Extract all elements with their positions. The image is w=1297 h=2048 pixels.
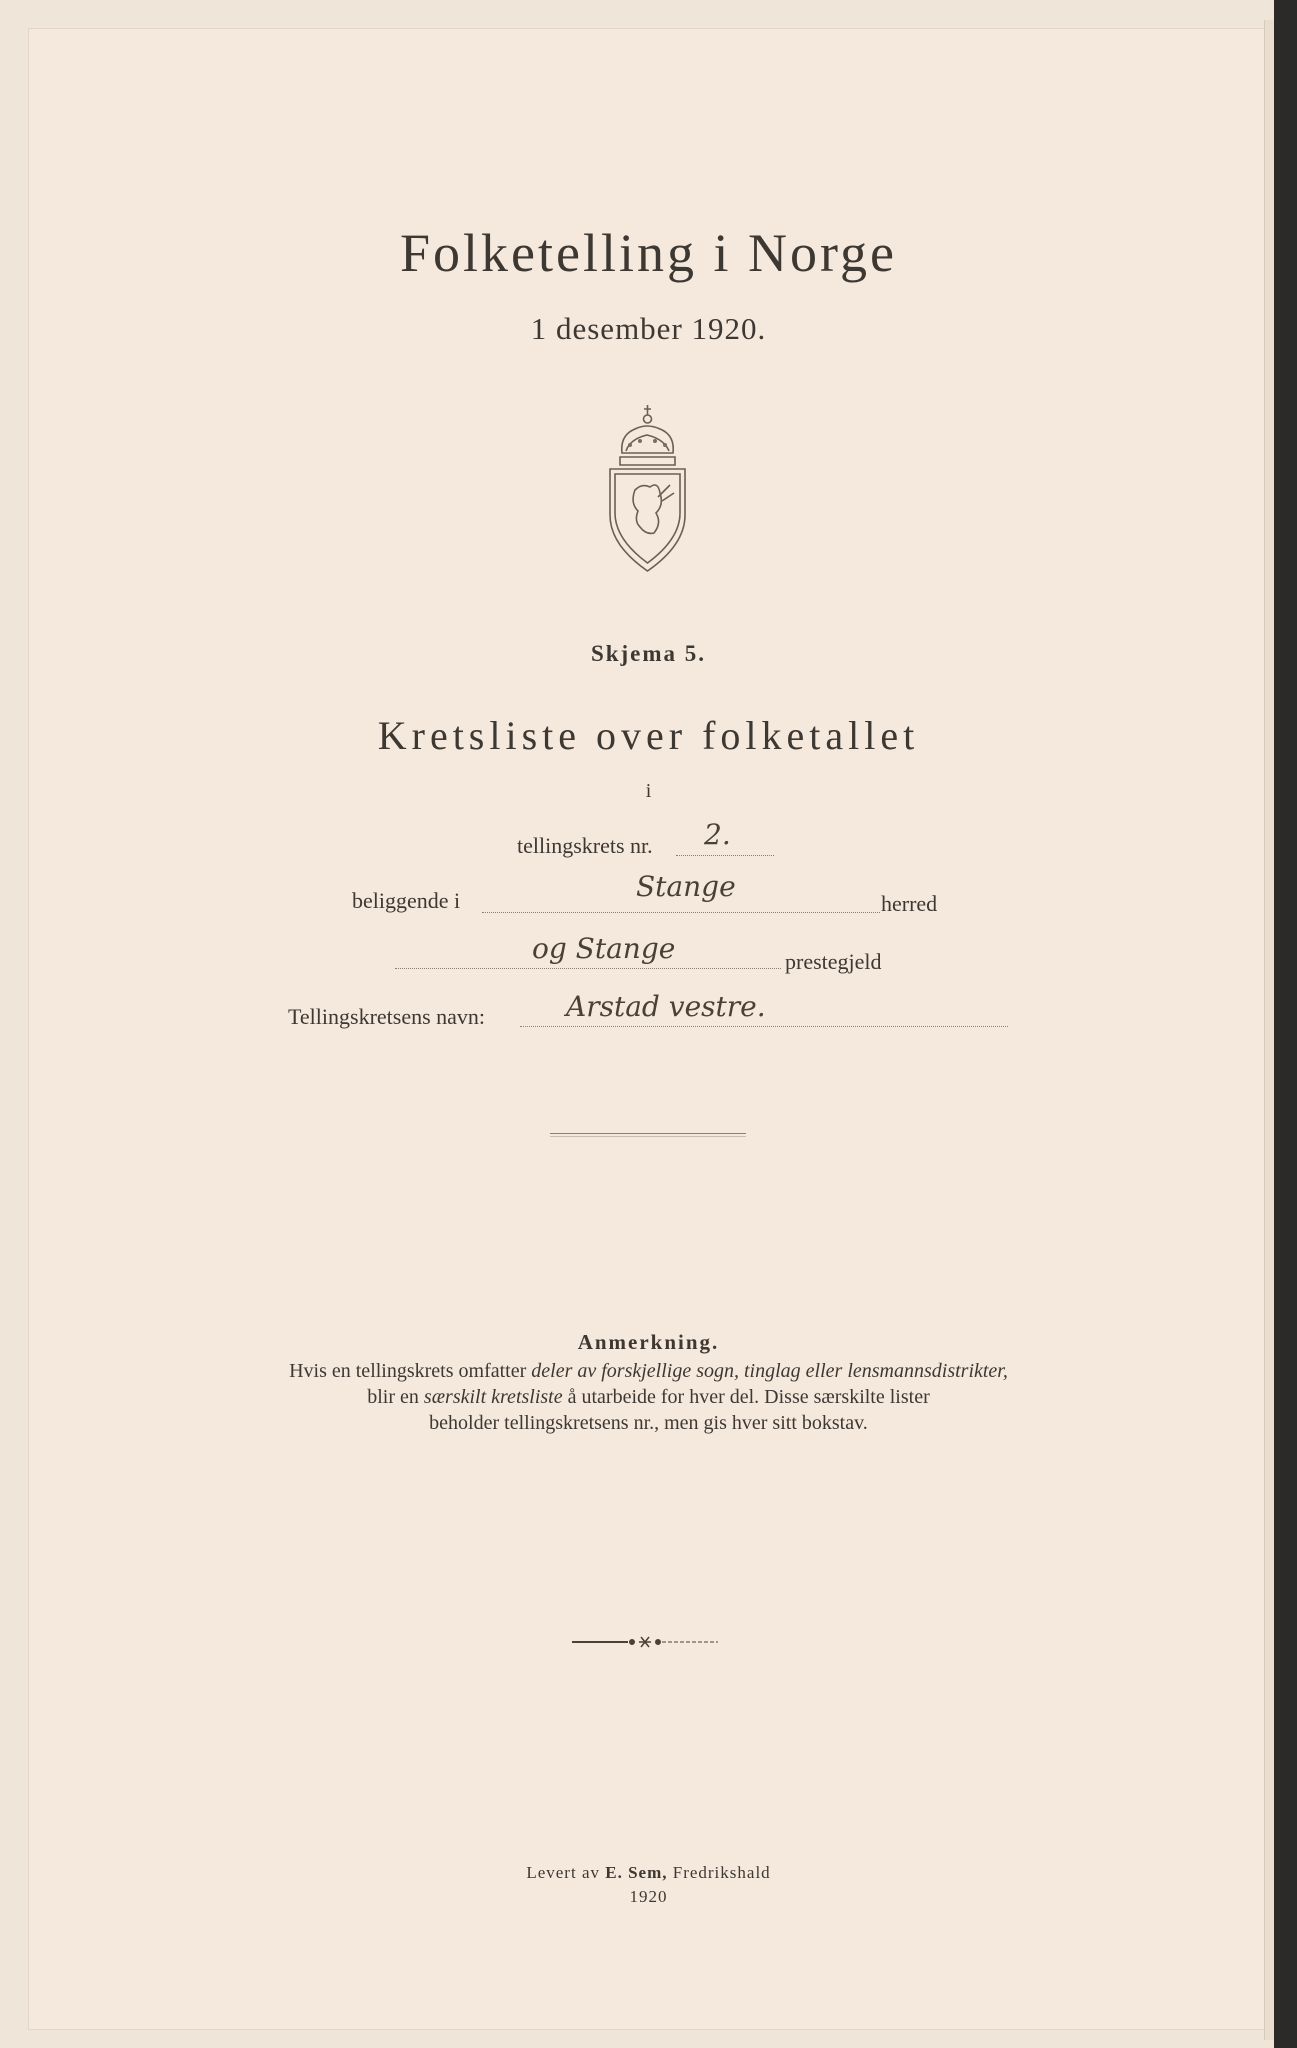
note-heading: Anmerkning. (577, 1330, 720, 1354)
ornament-divider-icon (570, 1634, 720, 1650)
printer-year: 1920 (629, 1887, 668, 1906)
tellingskrets-line (676, 855, 774, 856)
census-date: 1 desember 1920. (530, 311, 767, 346)
document-title: Folketelling i Norge (400, 223, 897, 283)
form-title: Kretsliste over folketallet (377, 713, 920, 758)
scanner-border (1274, 0, 1297, 2048)
printer-name: E. Sem, (605, 1863, 668, 1882)
note-line-1-emphasis: deler av forskjellige sogn, tinglag eller lensmannsdistrikter, (531, 1360, 1008, 1382)
prestegjeld-line (395, 968, 781, 969)
divider-line-shadow (550, 1136, 746, 1137)
schema-label: Skjema 5. (590, 641, 707, 666)
prestegjeld-value: og Stange (532, 932, 676, 965)
tellingskrets-value: 2. (704, 818, 731, 851)
note-line-2-text-a: blir en (367, 1386, 424, 1408)
note-line-1-text: Hvis en tellingskrets omfatter (289, 1360, 532, 1382)
divider-line (550, 1133, 746, 1134)
note-line-1 (0, 1360, 1297, 1383)
beliggende-value: Stange (636, 870, 736, 903)
note-line-2-emphasis: særskilt kretsliste (423, 1386, 563, 1408)
note-line-3: beholder tellingskretsens nr., men gis hver sitt bokstav. (429, 1412, 868, 1434)
printer-place: Fredrikshald (667, 1863, 771, 1882)
kretsnavn-line (520, 1026, 1008, 1027)
printer-prefix: Levert av (526, 1863, 606, 1882)
tellingskrets-label: tellingskrets nr. (517, 833, 653, 858)
note-line-2-text-c: å utarbeide for hver del. Disse særskilte lister (562, 1386, 930, 1408)
printer-credit (0, 1863, 1297, 1883)
preposition-i: i (645, 780, 652, 802)
kretsnavn-label: Tellingskretsens navn: (288, 1004, 486, 1029)
beliggende-line (482, 912, 880, 913)
herred-label: herred (881, 891, 938, 916)
norwegian-coat-of-arms-icon (600, 405, 695, 573)
note-line-2 (0, 1386, 1297, 1409)
prestegjeld-label: prestegjeld (785, 949, 882, 974)
beliggende-label: beliggende i (352, 888, 461, 913)
kretsnavn-value: Arstad vestre. (566, 990, 766, 1023)
